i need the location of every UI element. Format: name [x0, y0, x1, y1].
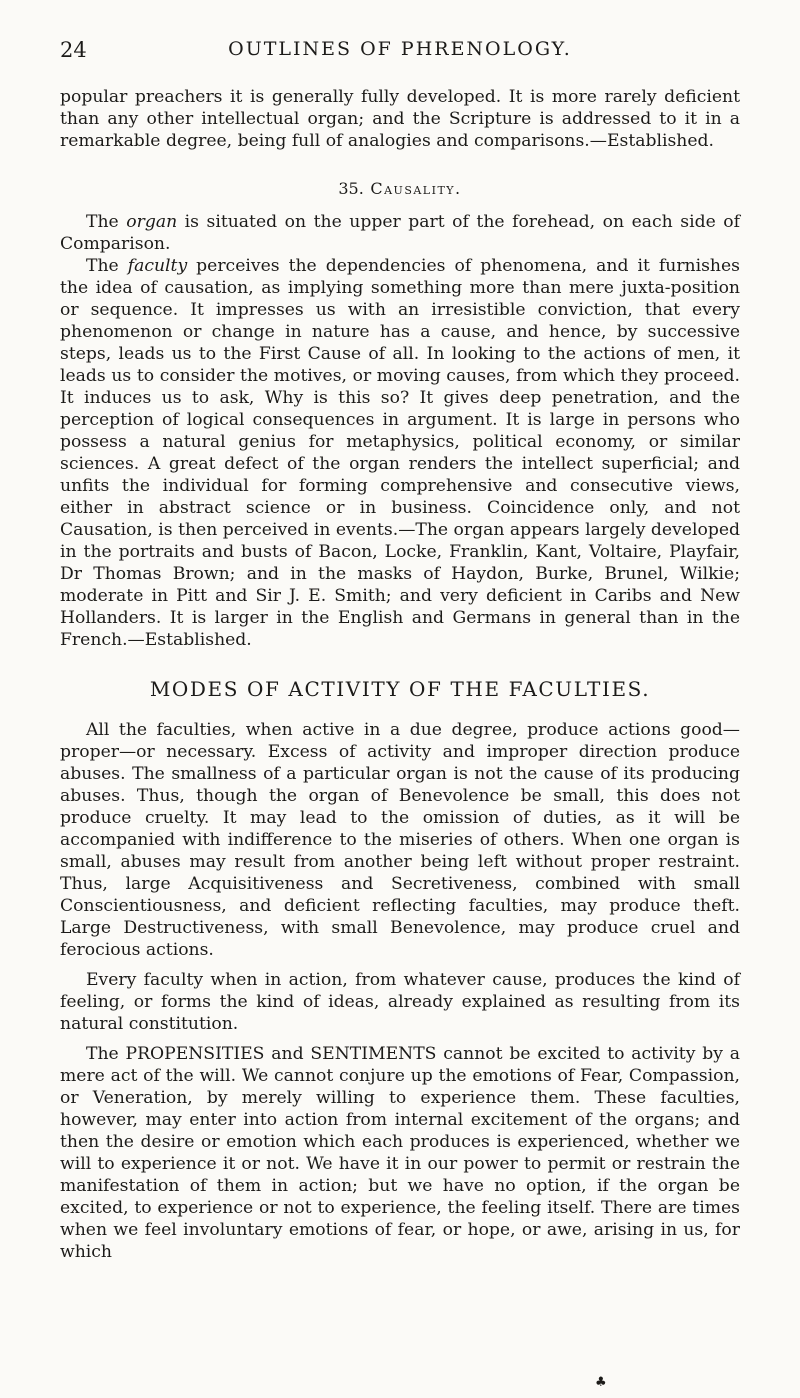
- running-title: OUTLINES OF PHRENOLOGY.: [228, 38, 572, 60]
- organ-italic: organ: [126, 212, 178, 232]
- faculty-text-pre: The: [86, 256, 119, 276]
- organ-text-pre: The: [86, 212, 119, 232]
- page-number: 24: [60, 38, 87, 62]
- running-header: [60, 38, 740, 68]
- intro-paragraph: popular preachers it is generally fully developed. It is more rarely deficient than any other intellectual organ; and the Scripture is addressed to it in a remarkable degree, being full of analogies and comparisons.—Established.: [60, 87, 740, 151]
- propensities-post: cannot be excited to activity by a mere act of the will. We cannot conjure up the emotions of Fear, Compassion, or Veneration, by merely willing to experience them. These faculties, however, may enter into action from internal excitement of the organs; and then the desire or emotion which each produces is experienced, whether we will to experience it or not. We have it in our power to permit or restrain the manifestation of them in action; but we have no option, if the organ be excited, to experience or not to experience, the feeling itself. There are times when we feel involuntary emotions of fear, or hope, or awe, arising in us, for which: [60, 1044, 741, 1262]
- printer-mark: ♣: [595, 1375, 607, 1390]
- page-body: [60, 86, 740, 1263]
- section-title: Causality.: [370, 179, 462, 198]
- organ-paragraph: [60, 211, 740, 255]
- organ-text-post: is situated on the upper part of the forehead, on each side of Comparison.: [60, 212, 740, 254]
- faculty-paragraph: [60, 255, 740, 651]
- propensities-pre: The: [86, 1044, 119, 1064]
- propensities-paragraph: [60, 1043, 740, 1263]
- modes-paragraph-1: All the faculties, when active in a due degree, produce actions good—proper—or necessary. Excess of activity and improper direction produce abuses. The smallness of a particular organ is not the cause of its producing abuses. Thus, though the organ of Benevolence be small, this does not produce cruelty. It may lead to the omission of duties, as it will be accompanied with indifference to the miseries of others. When one organ is small, abuses may result from another being left without proper restraint. Thus, large Acquisitiveness and Secretiveness, combined with small Conscientiousness, and deficient reflecting faculties, may produce theft. Large Destructiveness, with small Benevolence, may produce cruel and ferocious actions.: [60, 720, 740, 960]
- section-heading-causality: [60, 179, 740, 198]
- section-number: 35.: [338, 179, 364, 198]
- faculty-italic: faculty: [127, 256, 188, 276]
- faculty-text-post: perceives the dependencies of phenomena, and it furnishes the idea of causation, as implying something more than mere juxta-position or sequence. It impresses us with an irresistible conviction, that every phenomenon or change in nature has a cause, and hence, by successive steps, leads us to the First Cause of all. In looking to the actions of men, it leads us to consider the motives, or moving causes, from which they proceed. It induces us to ask, Why is this so? It gives deep penetration, and the perception of logical consequences in argument. It is large in persons who possess a natural genius for metaphysics, political economy, or similar sciences. A great defect of the organ renders the intellect superficial; and unfits the individual for forming comprehensive and consecutive views, either in abstract science or in business. Coincidence only, and not Causation, is then perceived in events.—The organ appears largely developed in the portraits and busts of Bacon, Locke, Franklin, Kant, Voltaire, Playfair, Dr Thomas Brown; and in the masks of Haydon, Burke, Brunel, Wilkie; moderate in Pitt and Sir J. E. Smith; and very deficient in Caribs and New Hollanders. It is larger in the English and Germans in general than in the French.—Established.: [60, 256, 740, 650]
- modes-paragraph-2: Every faculty when in action, from whatever cause, produces the kind of feeling, or forms the kind of ideas, already explained as resulting from its natural constitution.: [60, 970, 740, 1034]
- propensities-caps: PROPENSITIES and SENTIMENTS: [125, 1044, 437, 1064]
- modes-heading: MODES OF ACTIVITY OF THE FACULTIES.: [149, 677, 651, 701]
